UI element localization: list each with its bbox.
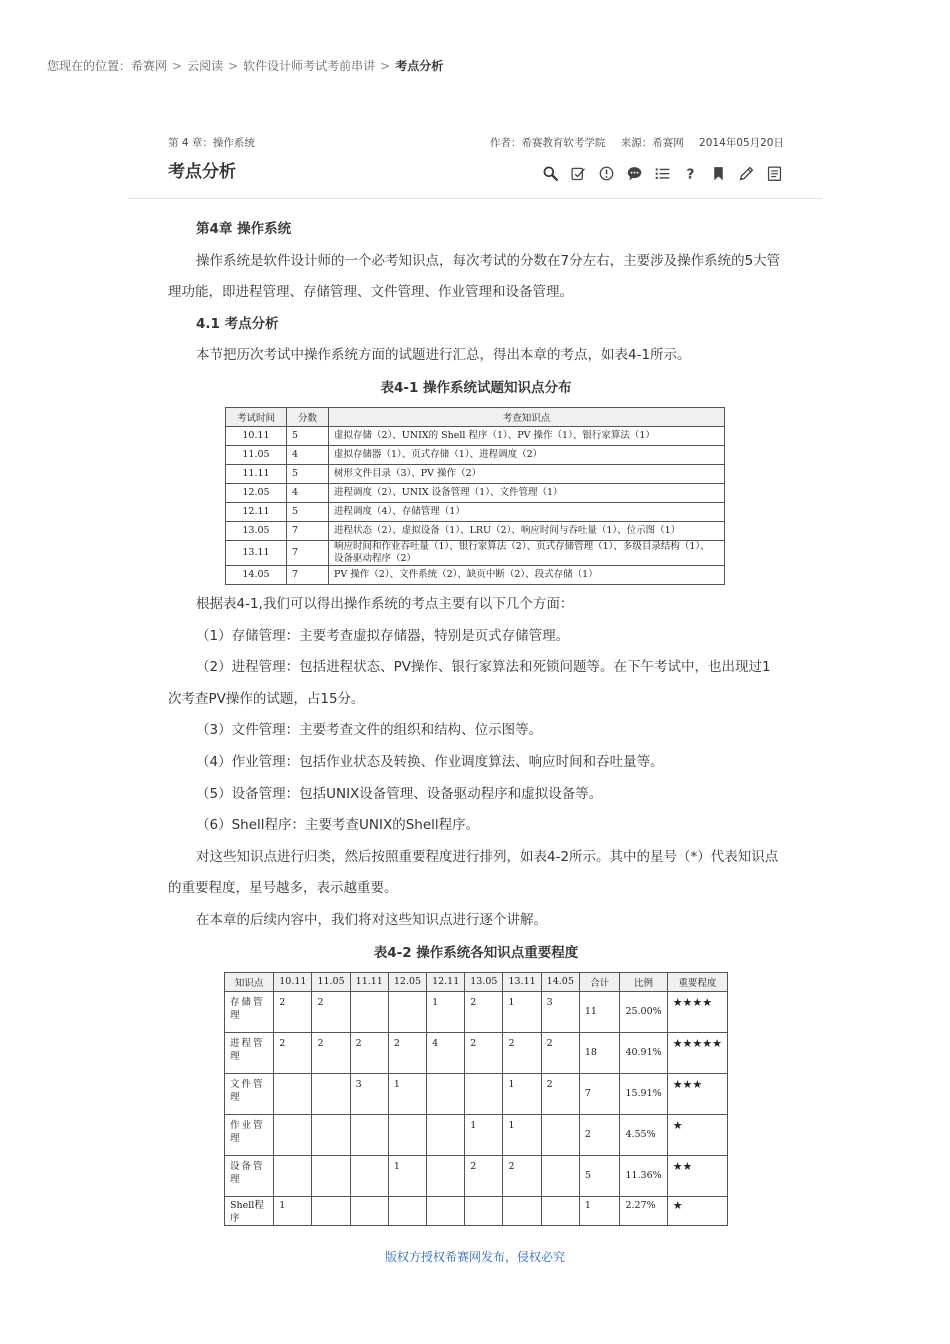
table-cell: Shell程序 [225, 1196, 274, 1225]
paragraph: 根据表4-1,我们可以得出操作系统的考点主要有以下几个方面： [196, 595, 574, 612]
table-cell: 14.05 [226, 565, 287, 584]
table-cell: 1 [388, 1155, 426, 1196]
table-caption: 表4-2 操作系统各知识点重要程度 [373, 944, 579, 961]
table-cell: 4 [287, 483, 329, 502]
table-row [226, 426, 725, 445]
table-cell: 虚拟存储（2）、UNIX的 Shell 程序（1）、PV 操作（1）、银行家算法（1） [329, 426, 725, 445]
column-header: 12.11 [427, 972, 465, 991]
breadcrumb-separator: > [228, 59, 239, 73]
table-cell: 1 [503, 1114, 541, 1155]
table-cell: 12.05 [226, 483, 287, 502]
table-cell: 5 [287, 464, 329, 483]
column-header: 11.11 [350, 972, 388, 991]
table-cell: 文件管理 [225, 1073, 274, 1114]
table-row [226, 540, 725, 565]
column-header: 合计 [579, 972, 620, 991]
breadcrumb [47, 57, 443, 74]
table-cell: 7 [287, 540, 329, 565]
column-header: 比例 [620, 972, 667, 991]
table-row [226, 502, 725, 521]
table-cell: 7 [579, 1073, 620, 1114]
table-cell: ★★★★★ [667, 1032, 727, 1073]
breadcrumb-separator: > [172, 59, 183, 73]
table-cell [350, 991, 388, 1032]
table-cell: 作业管理 [225, 1114, 274, 1155]
chapter-label: 第 4 章：操作系统 [168, 137, 255, 149]
table-cell [388, 991, 426, 1032]
table-row [226, 565, 725, 584]
article-content [168, 214, 784, 1226]
note-button[interactable] [596, 163, 616, 183]
table-cell: 3 [350, 1073, 388, 1114]
table-cell: 5 [287, 426, 329, 445]
breadcrumb-item-course[interactable]: 软件设计师考试考前串讲 [243, 59, 376, 73]
table-cell: 2.27% [620, 1196, 667, 1225]
table-cell [388, 1114, 426, 1155]
column-header: 分数 [287, 407, 329, 426]
table-cell: 7 [287, 565, 329, 584]
table-caption: 表4-1 操作系统试题知识点分布 [380, 379, 572, 396]
breadcrumb-home-link[interactable]: 您现在的位置：希赛网 [47, 59, 168, 73]
table-cell: 2 [579, 1114, 620, 1155]
table-cell: 2 [503, 1155, 541, 1196]
table-cell: 15.91% [620, 1073, 667, 1114]
article-toolbar [540, 163, 784, 183]
list-item: （3）文件管理：主要考查文件的组织和结构、位示图等。 [196, 722, 543, 739]
table-cell: 3 [541, 991, 579, 1032]
column-header: 考查知识点 [329, 407, 725, 426]
bookmark-button[interactable] [708, 163, 728, 183]
table-cell: 4 [427, 1032, 465, 1073]
section-heading: 4.1 考点分析 [196, 315, 279, 332]
table-row [225, 1073, 728, 1114]
table-cell [274, 1114, 312, 1155]
breadcrumb-separator: > [380, 59, 391, 73]
table-cell: 响应时间和作业吞吐量（1）、银行家算法（2）、页式存储管理（1）、多级目录结构（1）、设备驱动程序（2） [329, 540, 725, 565]
table-row [225, 1155, 728, 1196]
table-cell [541, 1114, 579, 1155]
table-cell: 2 [312, 1032, 350, 1073]
note-icon [598, 165, 615, 182]
table-cell [274, 1155, 312, 1196]
paragraph: 在本章的后续内容中，我们将对这些知识点进行逐个讲解。 [196, 911, 547, 928]
column-header: 14.05 [541, 972, 579, 991]
table-cell: 进程管理 [225, 1032, 274, 1073]
table-cell: 1 [465, 1114, 503, 1155]
table-cell [427, 1073, 465, 1114]
table-cell [503, 1196, 541, 1225]
table-cell: 13.05 [226, 521, 287, 540]
table-cell [388, 1196, 426, 1225]
paragraph: 本节把历次考试中操作系统方面的试题进行汇总，得出本章的考点，如表4-1所示。 [196, 347, 691, 364]
document-icon [766, 165, 783, 182]
column-header: 知识点 [225, 972, 274, 991]
table-cell [312, 1196, 350, 1225]
table-row [225, 1196, 728, 1225]
table-cell [541, 1196, 579, 1225]
list-icon [654, 165, 671, 182]
table-cell: 7 [287, 521, 329, 540]
table-cell: 2 [312, 991, 350, 1032]
breadcrumb-item-cloud-reading[interactable]: 云阅读 [187, 59, 224, 73]
search-button[interactable] [540, 163, 560, 183]
table-cell: 5 [579, 1155, 620, 1196]
table-cell: 设备管理 [225, 1155, 274, 1196]
list-item: （5）设备管理：包括UNIX设备管理、设备驱动程序和虚拟设备等。 [196, 785, 603, 802]
table-cell: 5 [287, 502, 329, 521]
table-cell: 11.05 [226, 445, 287, 464]
table-cell: 虚拟存储器（1）、页式存储（1）、进程调度（2） [329, 445, 725, 464]
table-cell: 1 [388, 1073, 426, 1114]
table-cell: 1 [579, 1196, 620, 1225]
table-header-row [225, 972, 728, 991]
author-text: 作者：希赛教育软考学院 [489, 137, 606, 149]
table-cell [427, 1196, 465, 1225]
table-cell: 4.55% [620, 1114, 667, 1155]
column-header: 10.11 [274, 972, 312, 991]
table-header-row [226, 407, 725, 426]
page-title: 考点分析 [168, 162, 236, 182]
table-cell: 11.36% [620, 1155, 667, 1196]
table-row [225, 1032, 728, 1073]
table-cell: 进程状态（2）、虚拟设备（1）、LRU（2）、响应时间与吞吐量（1）、位示图（1） [329, 521, 725, 540]
paragraph: 对这些知识点进行归类，然后按照重要程度进行排列，如表4-2所示。其中的星号（*）代表知识点的重要程度，星号越多，表示越重要。 [168, 848, 779, 897]
table-cell: 2 [465, 991, 503, 1032]
table-cell: 2 [350, 1032, 388, 1073]
table-cell: 1 [503, 991, 541, 1032]
chapter-heading: 第4章 操作系统 [196, 221, 292, 237]
table-row [226, 521, 725, 540]
table-cell: 树形文件目录（3）、PV 操作（2） [329, 464, 725, 483]
document-button[interactable] [764, 163, 784, 183]
exam-topics-table [225, 407, 725, 585]
table-cell: 40.91% [620, 1032, 667, 1073]
table-row [226, 483, 725, 502]
table-cell: ★ [667, 1196, 727, 1225]
table-cell [350, 1196, 388, 1225]
intro-paragraph: 操作系统是软件设计师的一个必考知识点，每次考试的分数在7分左右，主要涉及操作系统的5大管理功能，即进程管理、存储管理、文件管理、作业管理和设备管理。 [168, 252, 781, 301]
header-divider [128, 198, 822, 199]
list-item: （6）Shell程序：主要考查UNIX的Shell程序。 [196, 817, 480, 834]
table-cell [541, 1155, 579, 1196]
table-cell: PV 操作（2）、文件系统（2）、缺页中断（2）、段式存储（1） [329, 565, 725, 584]
table-cell [350, 1155, 388, 1196]
table-cell: 2 [465, 1032, 503, 1073]
table-row [225, 991, 728, 1032]
annotate-button[interactable] [736, 163, 756, 183]
copyright-footer: 版权方授权希赛网发布，侵权必究 [384, 1250, 565, 1264]
help-icon [682, 165, 699, 182]
table-cell: ★ [667, 1114, 727, 1155]
source-text: 来源：希赛网 [620, 137, 684, 149]
table-cell: 1 [427, 991, 465, 1032]
table-cell: 2 [465, 1155, 503, 1196]
table-cell: ★★ [667, 1155, 727, 1196]
table-cell: 存储管理 [225, 991, 274, 1032]
column-header: 13.05 [465, 972, 503, 991]
date-text: 2014年05月20日 [699, 137, 784, 149]
table-cell: 进程调度（2）、UNIX 设备管理（1）、文件管理（1） [329, 483, 725, 502]
list-item: （4）作业管理：包括作业状态及转换、作业调度算法、响应时间和吞吐量等。 [196, 753, 664, 770]
table-cell [312, 1073, 350, 1114]
table-cell: 25.00% [620, 991, 667, 1032]
list-item: （2）进程管理：包括进程状态、PV操作、银行家算法和死锁问题等。在下午考试中，也出现过1次考查PV操作的试题，占15分。 [168, 659, 771, 707]
table-row [226, 464, 725, 483]
table-cell: ★★★★ [667, 991, 727, 1032]
table-row [225, 1114, 728, 1155]
table-cell: ★★★ [667, 1073, 727, 1114]
table-cell [312, 1114, 350, 1155]
table-cell: 11 [579, 991, 620, 1032]
table-cell [274, 1073, 312, 1114]
column-header: 13.11 [503, 972, 541, 991]
table-cell: 12.11 [226, 502, 287, 521]
table-cell: 2 [503, 1032, 541, 1073]
article-meta [478, 135, 784, 150]
table-cell: 2 [274, 991, 312, 1032]
table-cell: 10.11 [226, 426, 287, 445]
table-cell: 1 [274, 1196, 312, 1225]
table-cell [465, 1196, 503, 1225]
table-cell [465, 1073, 503, 1114]
column-header: 重要程度 [667, 972, 727, 991]
column-header: 12.05 [388, 972, 426, 991]
list-item: （1）存储管理：主要考查虚拟存储器，特别是页式存储管理。 [196, 627, 570, 644]
edit-icon [570, 165, 587, 182]
table-cell [312, 1155, 350, 1196]
table-cell: 2 [541, 1032, 579, 1073]
table-cell [350, 1114, 388, 1155]
topic-importance-table [224, 972, 728, 1226]
help-button[interactable] [680, 163, 700, 183]
table-cell [427, 1114, 465, 1155]
table-cell: 11.11 [226, 464, 287, 483]
table-cell: 1 [503, 1073, 541, 1114]
table-cell: 18 [579, 1032, 620, 1073]
comment-icon [626, 165, 643, 182]
comment-button[interactable] [624, 163, 644, 183]
column-header: 考试时间 [226, 407, 287, 426]
table-cell: 13.11 [226, 540, 287, 565]
pencil-icon [738, 165, 755, 182]
breadcrumb-current: 考点分析 [395, 59, 444, 73]
outline-button[interactable] [652, 163, 672, 183]
table-cell [427, 1155, 465, 1196]
column-header: 11.05 [312, 972, 350, 991]
edit-button[interactable] [568, 163, 588, 183]
table-cell: 4 [287, 445, 329, 464]
svg-text:?: ? [686, 166, 694, 182]
table-row [226, 445, 725, 464]
bookmark-icon [710, 165, 727, 182]
search-icon [542, 165, 559, 182]
table-cell: 进程调度（4）、存储管理（1） [329, 502, 725, 521]
table-cell: 2 [274, 1032, 312, 1073]
table-cell: 2 [541, 1073, 579, 1114]
table-cell: 2 [388, 1032, 426, 1073]
